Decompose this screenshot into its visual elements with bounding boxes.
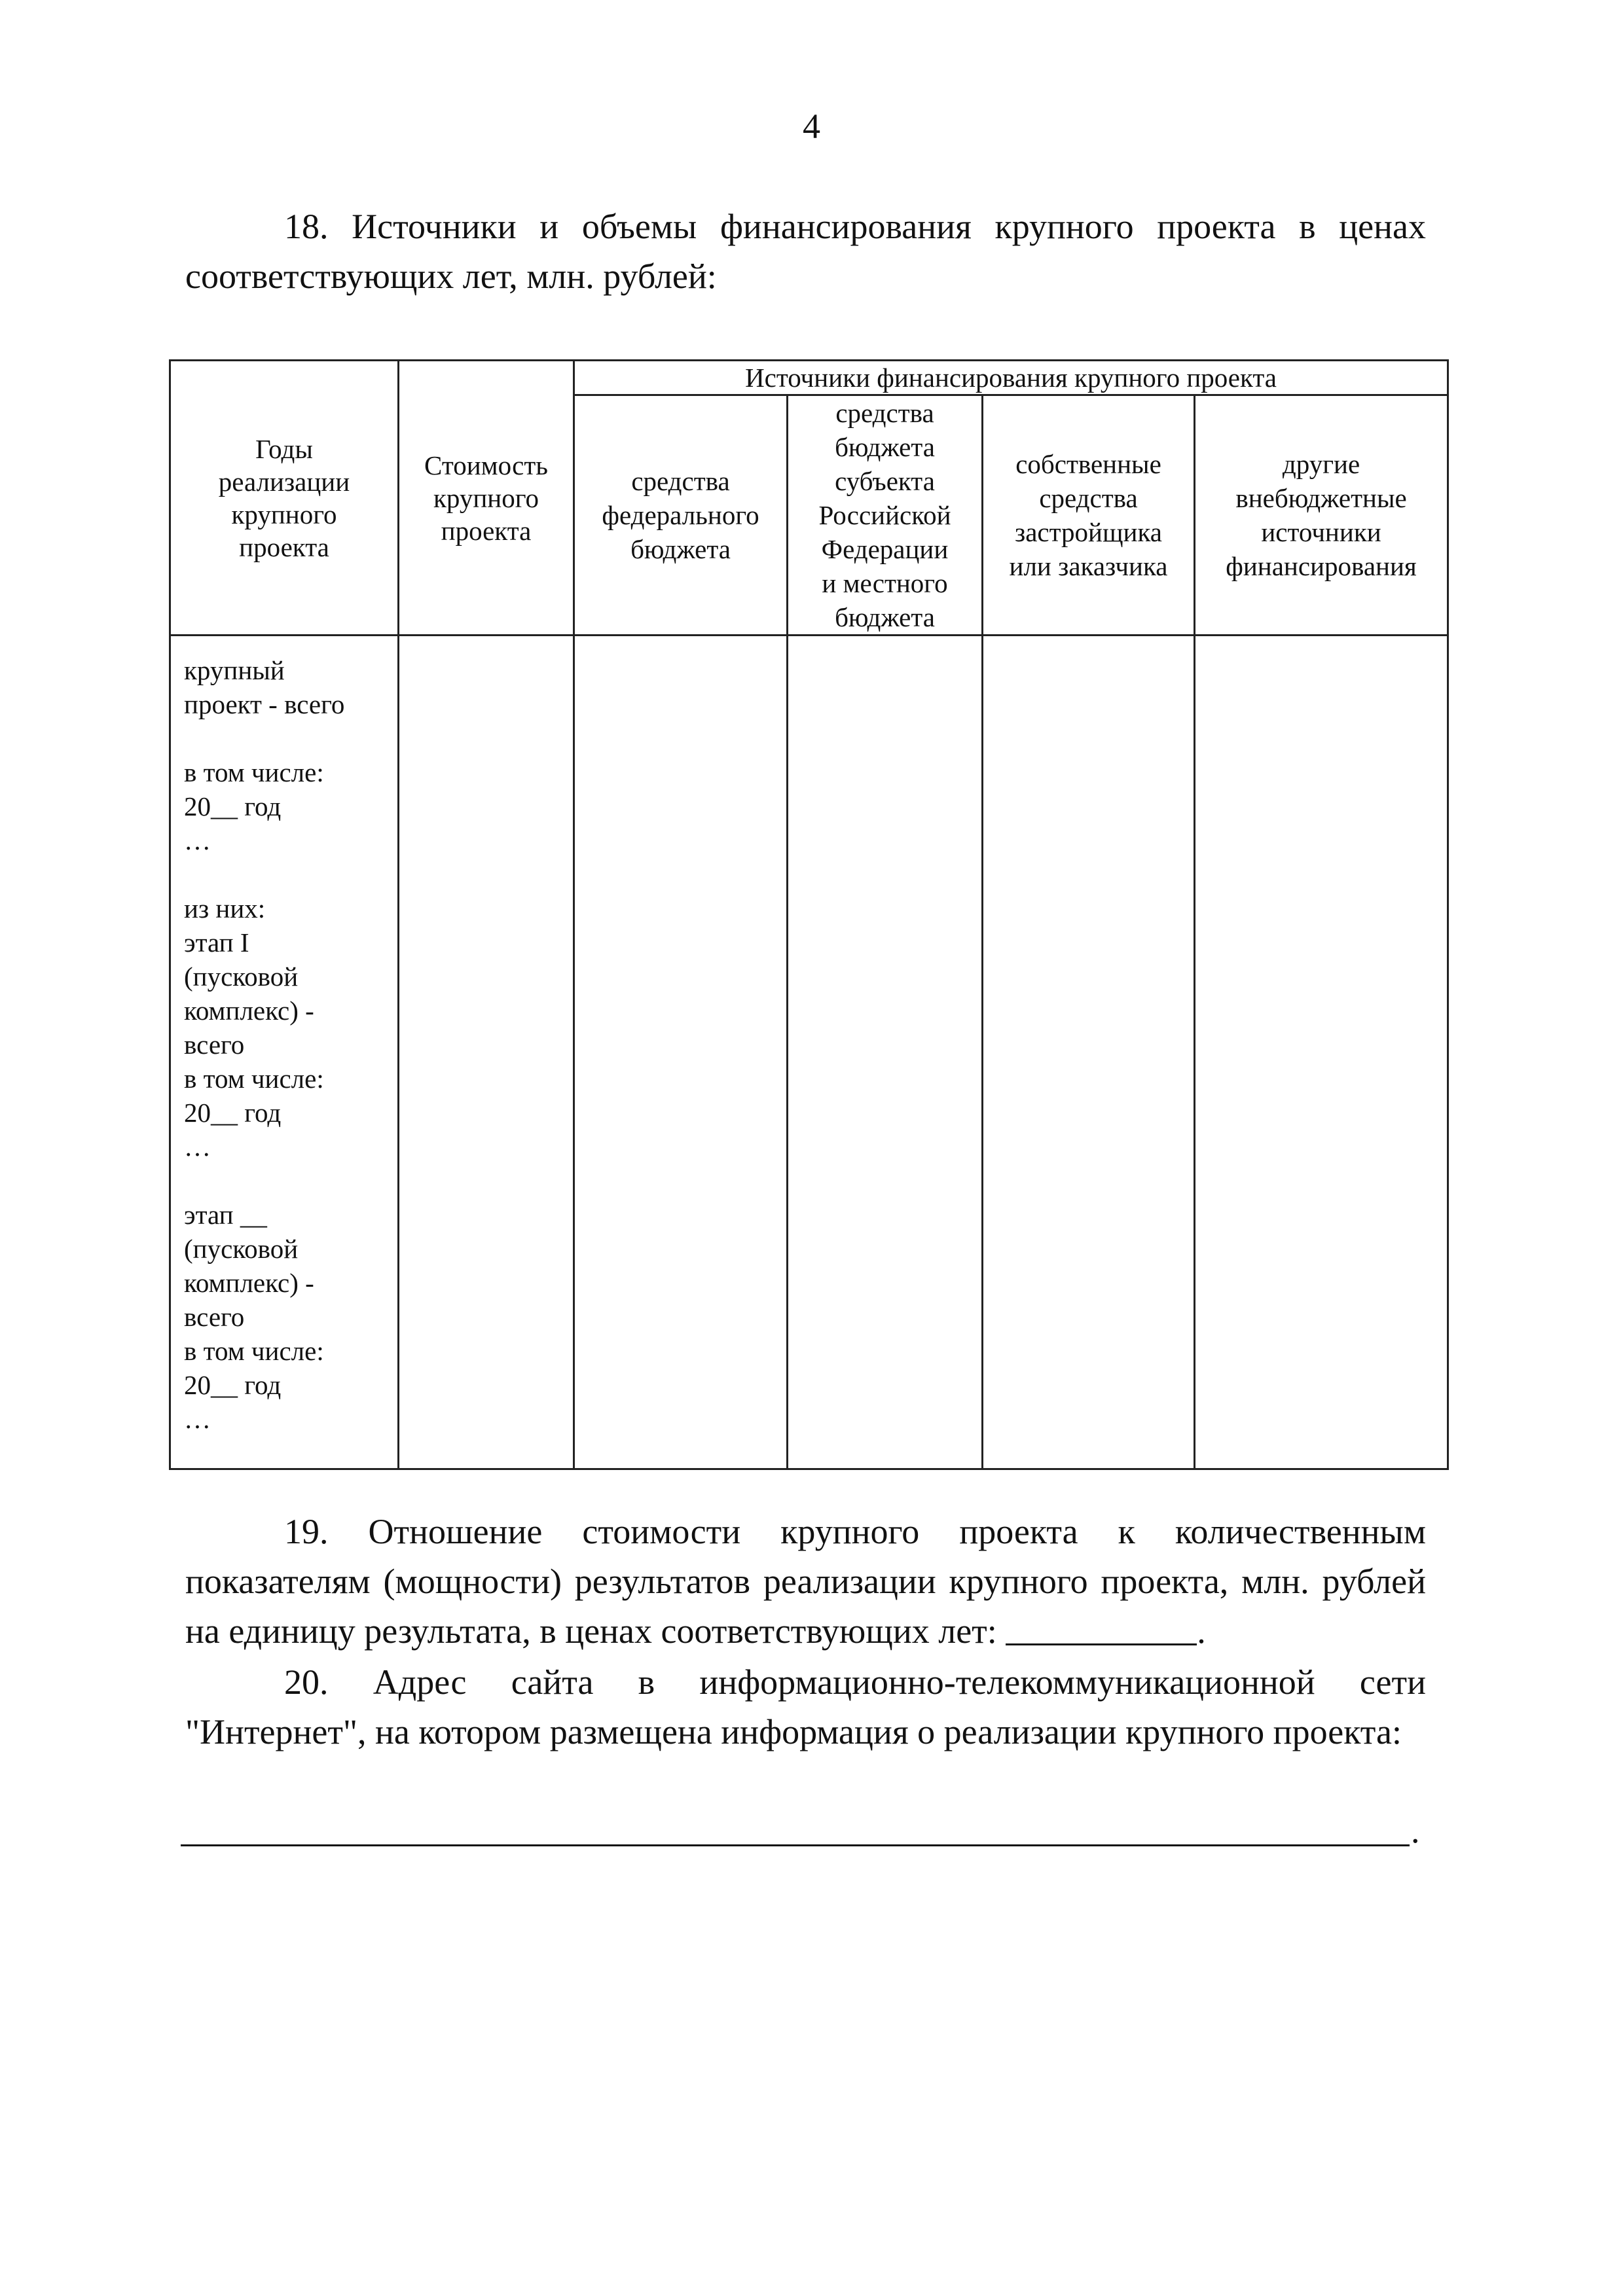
header-own-funds: собственные средства застройщика или заказчика [1009,449,1168,581]
section-20-text: 20. Адрес сайта в информационно-телекоммуникационной сети "Интернет", на котором размещена информация о реализации крупного проекта: [185,1662,1426,1751]
section-20-answer-line [181,1844,1410,1846]
federal-value-cell [574,636,788,1469]
page-number: 4 [803,107,820,146]
other-sources-value-cell [1195,636,1448,1469]
header-federal-cell [574,395,788,636]
section-18-paragraph [185,202,1426,301]
header-regional-cell [788,395,983,636]
header-regional-budget: средства бюджета субъекта Российской Федерации и местного бюджета [818,398,951,632]
header-other-sources: другие внебюджетные источники финансирования [1226,449,1417,581]
header-own-funds-cell [983,395,1195,636]
cost-value-cell [399,636,574,1469]
financing-table [169,359,1449,1470]
header-sources-group: Источники финансирования крупного проекта [745,363,1277,393]
header-cost-cell [399,361,574,636]
regional-value-cell [788,636,983,1469]
header-other-sources-cell [1195,395,1448,636]
section-19-answer-blank [1006,1643,1197,1645]
own-funds-value-cell [983,636,1195,1469]
header-years-cell [170,361,399,636]
section-18-text: 18. Источники и объемы финансирования крупного проекта в ценах соответствующих лет, млн. рублей: [185,207,1426,296]
header-years: Годы реализации крупного проекта [218,433,350,562]
section-19-period: . [1197,1611,1206,1651]
row-labels: крупный проект - всего в том числе: 20__ год … из них: этап I (пусковой комплекс) - всего в том числе: 20__ год … этап __ (пусковой комплекс) - всего в том числе: 20__ год … [184,655,345,1434]
header-federal-budget: средства федерального бюджета [602,466,759,564]
section-20-period: . [1411,1811,1420,1850]
row-labels-cell [170,636,399,1469]
section-20-paragraph [185,1657,1426,1757]
section-19-text: 19. Отношение стоимости крупного проекта к количественным показателям (мощности) результатов реализации крупного проекта, млн. рублей на единицу результата, в ценах соответствующих лет: [185,1512,1426,1651]
header-cost: Стоимость крупного проекта [424,450,548,546]
section-19-paragraph [185,1507,1426,1656]
section-19-body [185,1507,1426,1656]
header-sources-group-cell [574,361,1448,395]
